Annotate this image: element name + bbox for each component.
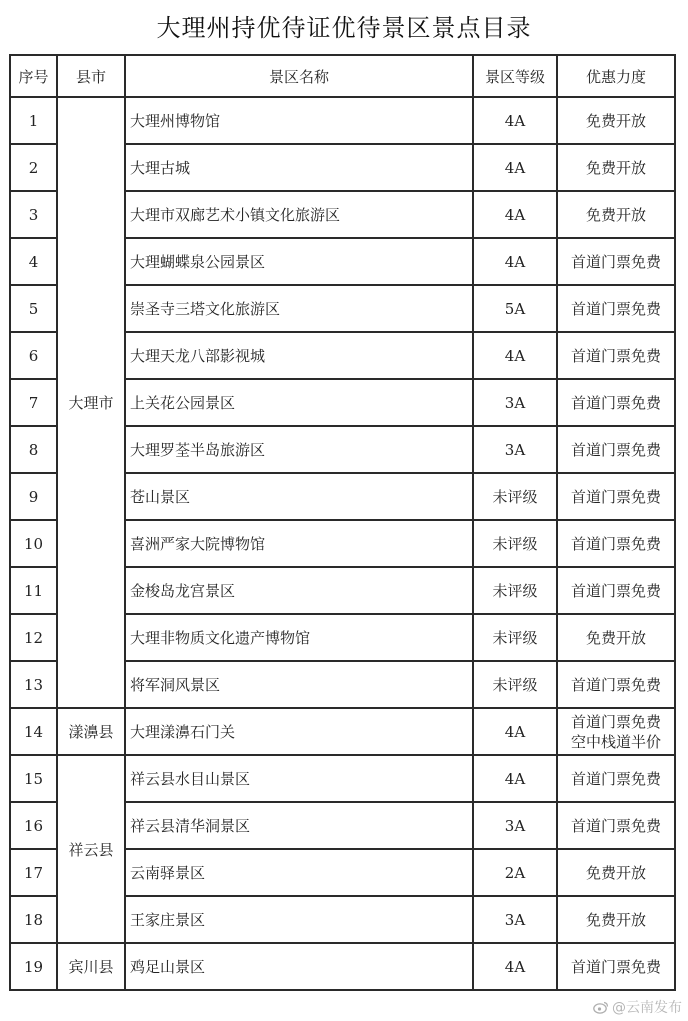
scenic-spot-name: 鸡足山景区 — [125, 943, 473, 990]
row-index: 17 — [10, 849, 57, 896]
scenic-grade: 4A — [473, 708, 557, 755]
scenic-spot-name: 大理非物质文化遗产博物馆 — [125, 614, 473, 661]
discount-cell — [557, 708, 675, 755]
discount-text: 免费开放 — [585, 205, 646, 224]
scenic-spot-name: 将军洞风景区 — [125, 661, 473, 708]
discount-cell — [557, 520, 675, 567]
row-index: 16 — [10, 802, 57, 849]
discount-text: 免费开放 — [585, 910, 646, 929]
discount-cell — [557, 567, 675, 614]
table-header-row — [10, 55, 675, 97]
scenic-spot-name: 大理罗荃半岛旅游区 — [125, 426, 473, 473]
discount-text: 首道门票免费 — [570, 675, 661, 694]
discount-cell — [557, 849, 675, 896]
scenic-grade: 4A — [473, 97, 557, 144]
scenic-spot-name: 大理州博物馆 — [125, 97, 473, 144]
scenic-spot-name: 大理市双廊艺术小镇文化旅游区 — [125, 191, 473, 238]
scenic-grade: 4A — [473, 238, 557, 285]
discount-text: 首道门票免费 — [570, 487, 661, 506]
header-county: 县市 — [57, 55, 125, 97]
row-index: 14 — [10, 708, 57, 755]
scenic-spot-name: 金梭岛龙宫景区 — [125, 567, 473, 614]
discount-text: 免费开放 — [585, 628, 646, 647]
discount-text: 首道门票免费 — [570, 393, 661, 412]
discount-cell — [557, 238, 675, 285]
scenic-spot-name: 上关花公园景区 — [125, 379, 473, 426]
scenic-grade: 4A — [473, 755, 557, 802]
county-cell: 宾川县 — [57, 943, 125, 990]
weibo-icon — [593, 1000, 609, 1014]
row-index: 12 — [10, 614, 57, 661]
scenic-spot-name: 喜洲严家大院博物馆 — [125, 520, 473, 567]
scenic-spot-name: 崇圣寺三塔文化旅游区 — [125, 285, 473, 332]
scenic-spot-name: 王家庄景区 — [125, 896, 473, 943]
scenic-spot-name: 大理漾濞石门关 — [125, 708, 473, 755]
discount-cell — [557, 426, 675, 473]
watermark — [593, 997, 682, 1017]
page-title: 大理州持优待证优待景区景点目录 — [156, 14, 532, 42]
row-index: 3 — [10, 191, 57, 238]
discount-text: 首道门票免费 — [570, 346, 661, 365]
row-index: 7 — [10, 379, 57, 426]
discount-text: 首道门票免费 — [570, 252, 661, 271]
header-grade: 景区等级 — [473, 55, 557, 97]
discount-cell — [557, 614, 675, 661]
discount-cell — [557, 661, 675, 708]
row-index: 15 — [10, 755, 57, 802]
discount-text: 首道门票免费 — [570, 957, 661, 976]
scenic-spots-table — [9, 54, 676, 991]
discount-text: 免费开放 — [585, 863, 646, 882]
discount-cell — [557, 379, 675, 426]
scenic-spot-name: 大理蝴蝶泉公园景区 — [125, 238, 473, 285]
discount-cell — [557, 191, 675, 238]
scenic-grade: 3A — [473, 802, 557, 849]
row-index: 10 — [10, 520, 57, 567]
county-cell: 漾濞县 — [57, 708, 125, 755]
row-index: 19 — [10, 943, 57, 990]
discount-text: 首道门票免费 — [570, 712, 661, 731]
header-name: 景区名称 — [125, 55, 473, 97]
table-body — [10, 97, 675, 990]
row-index: 9 — [10, 473, 57, 520]
discount-text: 首道门票免费 — [570, 816, 661, 835]
county-cell: 祥云县 — [57, 755, 125, 943]
row-index: 5 — [10, 285, 57, 332]
discount-cell — [557, 285, 675, 332]
discount-cell — [557, 473, 675, 520]
discount-cell — [557, 144, 675, 191]
scenic-grade: 未评级 — [473, 473, 557, 520]
row-index: 18 — [10, 896, 57, 943]
scenic-grade: 3A — [473, 426, 557, 473]
scenic-spot-name: 大理古城 — [125, 144, 473, 191]
scenic-grade: 未评级 — [473, 520, 557, 567]
discount-text: 首道门票免费 — [570, 440, 661, 459]
discount-text: 首道门票免费 — [570, 534, 661, 553]
scenic-grade: 4A — [473, 191, 557, 238]
scenic-grade: 未评级 — [473, 614, 557, 661]
watermark-text: @云南发布 — [612, 1000, 682, 1016]
scenic-grade: 3A — [473, 379, 557, 426]
scenic-grade: 4A — [473, 943, 557, 990]
discount-cell — [557, 97, 675, 144]
row-index: 6 — [10, 332, 57, 379]
row-index: 2 — [10, 144, 57, 191]
row-index: 8 — [10, 426, 57, 473]
header-index: 序号 — [10, 55, 57, 97]
discount-text: 首道门票免费 — [570, 769, 661, 788]
table-row — [10, 708, 675, 755]
scenic-grade: 5A — [473, 285, 557, 332]
county-cell: 大理市 — [57, 97, 125, 708]
table-row — [10, 943, 675, 990]
scenic-grade: 未评级 — [473, 661, 557, 708]
scenic-grade: 2A — [473, 849, 557, 896]
discount-text: 免费开放 — [585, 158, 646, 177]
discount-text: 首道门票免费 — [570, 581, 661, 600]
discount-cell — [557, 896, 675, 943]
scenic-grade: 4A — [473, 332, 557, 379]
discount-text: 首道门票免费 — [570, 299, 661, 318]
row-index: 11 — [10, 567, 57, 614]
scenic-grade: 4A — [473, 144, 557, 191]
row-index: 13 — [10, 661, 57, 708]
discount-text: 空中栈道半价 — [570, 732, 661, 751]
row-index: 4 — [10, 238, 57, 285]
table-row — [10, 755, 675, 802]
discount-cell — [557, 802, 675, 849]
header-discount: 优惠力度 — [557, 55, 675, 97]
discount-cell — [557, 943, 675, 990]
scenic-grade: 未评级 — [473, 567, 557, 614]
row-index: 1 — [10, 97, 57, 144]
scenic-spot-name: 祥云县清华洞景区 — [125, 802, 473, 849]
table-row — [10, 97, 675, 144]
scenic-spot-name: 大理天龙八部影视城 — [125, 332, 473, 379]
scenic-grade: 3A — [473, 896, 557, 943]
discount-cell — [557, 332, 675, 379]
scenic-spot-name: 祥云县水目山景区 — [125, 755, 473, 802]
discount-cell — [557, 755, 675, 802]
scenic-spot-name: 云南驿景区 — [125, 849, 473, 896]
scenic-spot-name: 苍山景区 — [125, 473, 473, 520]
discount-text: 免费开放 — [585, 111, 646, 130]
